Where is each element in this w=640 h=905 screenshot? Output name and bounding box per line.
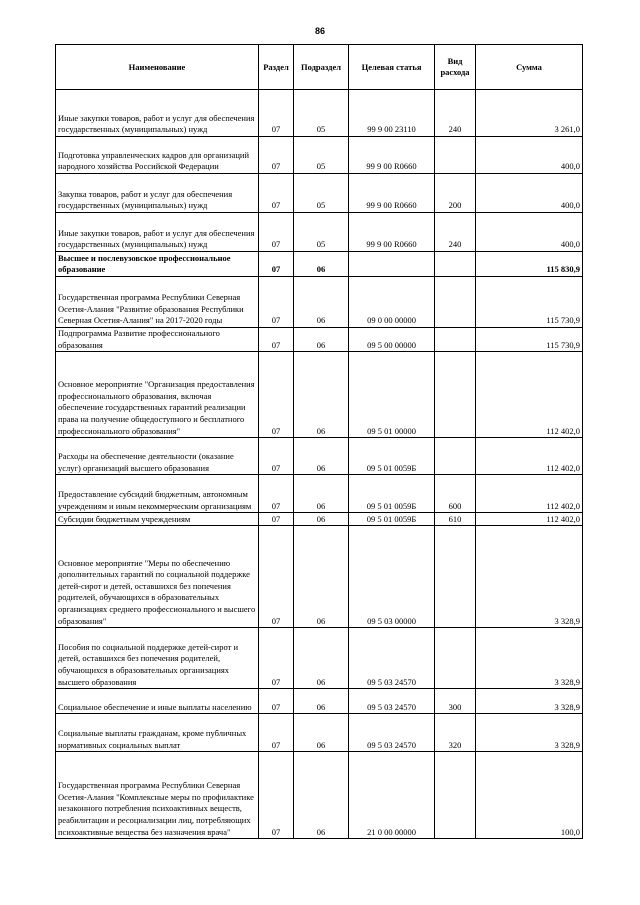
table-header-row: [56, 45, 583, 90]
header-expense-type-line1: Вид: [447, 56, 463, 66]
row-type: [435, 352, 476, 438]
row-subsection: 06: [294, 475, 349, 513]
row-name: Высшее и послевузовское профессиональное образование: [56, 252, 259, 277]
row-subsection: 05: [294, 174, 349, 213]
row-subsection: 05: [294, 90, 349, 137]
table-row: [56, 475, 583, 513]
row-subsection: 05: [294, 213, 349, 252]
row-sum: 115 830,9: [476, 252, 583, 277]
row-type: [435, 752, 476, 839]
row-section: 07: [259, 689, 294, 714]
row-type: 240: [435, 213, 476, 252]
row-name: Расходы на обеспечение деятельности (оказание услуг) организаций высшего образования: [56, 438, 259, 475]
row-name: Основное мероприятие "Меры по обеспечению дополнительных гарантий по социальной поддержке детей-сирот и детей, оставшихся без попечения родителей, обучающихся в образовательных организациях среднего профессионального и высшего образования": [56, 526, 259, 628]
table-row: [56, 174, 583, 213]
row-section: 07: [259, 137, 294, 174]
row-name: Предоставление субсидий бюджетным, автономным учреждениям и иным некоммерческим организациям: [56, 475, 259, 513]
row-section: 07: [259, 90, 294, 137]
table-row: [56, 689, 583, 714]
header-section: Раздел: [259, 45, 294, 90]
row-sum: 3 328,9: [476, 526, 583, 628]
row-sum: 3 328,9: [476, 628, 583, 689]
budget-table: [55, 44, 583, 839]
row-type: [435, 628, 476, 689]
row-subsection: 06: [294, 328, 349, 352]
header-name: Наименование: [56, 45, 259, 90]
row-sum: 3 328,9: [476, 689, 583, 714]
row-section: 07: [259, 174, 294, 213]
table-row: [56, 277, 583, 328]
table-row: [56, 628, 583, 689]
row-target: 09 5 03 24570: [349, 689, 435, 714]
row-sum: 400,0: [476, 137, 583, 174]
table-row: [56, 328, 583, 352]
row-name: Иные закупки товаров, работ и услуг для обеспечения государственных (муниципальных) нужд: [56, 90, 259, 137]
row-target: 99 9 00 R0660: [349, 137, 435, 174]
row-section: 07: [259, 526, 294, 628]
row-type: 200: [435, 174, 476, 213]
row-type: [435, 252, 476, 277]
row-name: Основное мероприятие "Организация предоставления профессионального образования, включая обеспечение государственных гарантий реализации права на получение общедоступного и бесплатного профессионального образования": [56, 352, 259, 438]
row-type: 610: [435, 513, 476, 526]
row-target: 09 5 03 24570: [349, 714, 435, 752]
table-row: [56, 252, 583, 277]
row-target: 09 5 03 00000: [349, 526, 435, 628]
row-section: 07: [259, 513, 294, 526]
row-section: 07: [259, 277, 294, 328]
row-sum: 112 402,0: [476, 438, 583, 475]
row-section: 07: [259, 475, 294, 513]
row-subsection: 06: [294, 526, 349, 628]
row-target: 99 9 00 R0660: [349, 174, 435, 213]
row-name: Подпрограмма Развитие профессионального образования: [56, 328, 259, 352]
row-subsection: 06: [294, 752, 349, 839]
row-sum: 115 730,9: [476, 328, 583, 352]
header-expense-type-line2: расхода: [440, 67, 470, 77]
row-subsection: 05: [294, 137, 349, 174]
row-name: Субсидии бюджетным учреждениям: [56, 513, 259, 526]
row-target: 09 5 01 0059Б: [349, 475, 435, 513]
row-target: 99 9 00 R0660: [349, 213, 435, 252]
row-name: Социальные выплаты гражданам, кроме публичных нормативных социальных выплат: [56, 714, 259, 752]
table-row: [56, 137, 583, 174]
table-row: [56, 213, 583, 252]
row-type: [435, 137, 476, 174]
row-name: Государственная программа Республики Северная Осетия-Алания "Комплексные меры по профилактике незаконного потребления психоактивных веществ, реабилитации и ресоциализации лиц, потребляющих психоактивные вещества без назначения врача": [56, 752, 259, 839]
row-subsection: 06: [294, 252, 349, 277]
row-name: Иные закупки товаров, работ и услуг для обеспечения государственных (муниципальных) нужд: [56, 213, 259, 252]
table-row: [56, 438, 583, 475]
row-section: 07: [259, 752, 294, 839]
header-sum: Сумма: [476, 45, 583, 90]
row-subsection: 06: [294, 513, 349, 526]
row-target: 09 5 01 0059Б: [349, 438, 435, 475]
table-row: [56, 526, 583, 628]
row-subsection: 06: [294, 628, 349, 689]
row-sum: 3 261,0: [476, 90, 583, 137]
row-sum: 400,0: [476, 213, 583, 252]
row-target: 09 5 00 00000: [349, 328, 435, 352]
row-name: Закупка товаров, работ и услуг для обеспечения государственных (муниципальных) нужд: [56, 174, 259, 213]
row-name: Пособия по социальной поддержке детей-сирот и детей, оставшихся без попечения родителей, обучающихся в образовательных организациях высшего образования: [56, 628, 259, 689]
header-target: Целевая статья: [349, 45, 435, 90]
row-subsection: 06: [294, 352, 349, 438]
row-target: [349, 252, 435, 277]
row-sum: 100,0: [476, 752, 583, 839]
table-row: [56, 90, 583, 137]
row-section: 07: [259, 213, 294, 252]
row-section: 07: [259, 352, 294, 438]
row-sum: 115 730,9: [476, 277, 583, 328]
row-sum: 112 402,0: [476, 513, 583, 526]
row-type: [435, 438, 476, 475]
row-section: 07: [259, 714, 294, 752]
row-target: 09 0 00 00000: [349, 277, 435, 328]
row-name: Государственная программа Республики Северная Осетия-Алания "Развитие образования Республики Северная Осетия-Алания" на 2017-2020 годы: [56, 277, 259, 328]
row-type: [435, 277, 476, 328]
row-sum: 112 402,0: [476, 352, 583, 438]
page-number: 86: [314, 26, 325, 36]
row-target: 21 0 00 00000: [349, 752, 435, 839]
row-subsection: 06: [294, 689, 349, 714]
header-subsection: Подраздел: [294, 45, 349, 90]
table-row: [56, 714, 583, 752]
row-name: Подготовка управленческих кадров для организаций народного хозяйства Российской Федерации: [56, 137, 259, 174]
row-target: 99 9 00 23110: [349, 90, 435, 137]
row-sum: 400,0: [476, 174, 583, 213]
row-type: [435, 328, 476, 352]
row-sum: 112 402,0: [476, 475, 583, 513]
row-target: 09 5 01 0059Б: [349, 513, 435, 526]
row-subsection: 06: [294, 438, 349, 475]
row-sum: 3 328,9: [476, 714, 583, 752]
row-name: Социальное обеспечение и иные выплаты населению: [56, 689, 259, 714]
row-section: 07: [259, 328, 294, 352]
row-section: 07: [259, 438, 294, 475]
row-section: 07: [259, 628, 294, 689]
row-type: [435, 526, 476, 628]
row-target: 09 5 03 24570: [349, 628, 435, 689]
row-section: 07: [259, 252, 294, 277]
table-row: [56, 513, 583, 526]
row-type: 300: [435, 689, 476, 714]
row-subsection: 06: [294, 714, 349, 752]
row-type: 320: [435, 714, 476, 752]
row-type: 600: [435, 475, 476, 513]
header-expense-type: [435, 45, 476, 90]
table-row: [56, 752, 583, 839]
row-subsection: 06: [294, 277, 349, 328]
row-target: 09 5 01 00000: [349, 352, 435, 438]
row-type: 240: [435, 90, 476, 137]
table-row: [56, 352, 583, 438]
